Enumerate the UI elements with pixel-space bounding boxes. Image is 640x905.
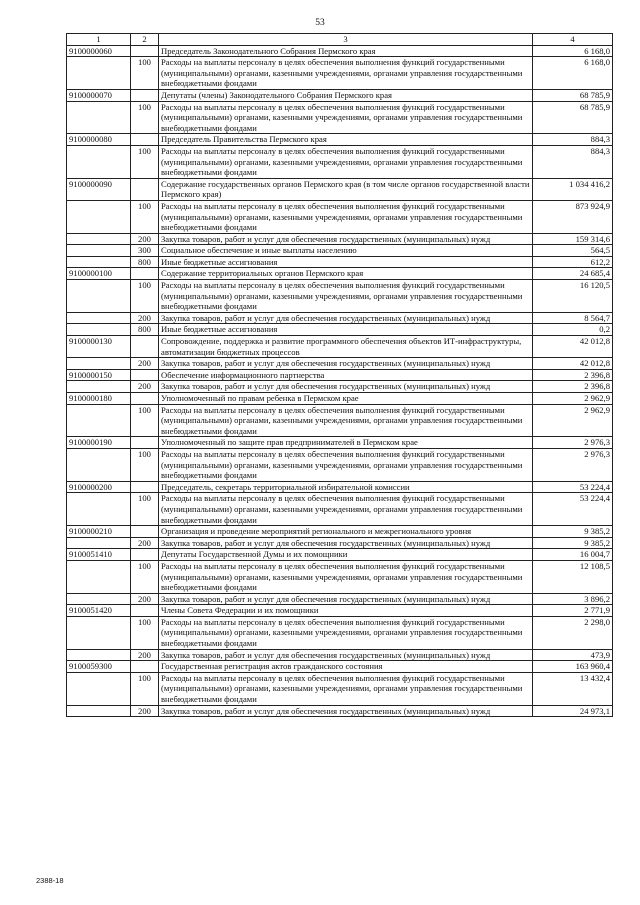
table-row xyxy=(67,358,613,370)
row-code: 9100000130 xyxy=(67,336,131,358)
row-expense-type xyxy=(131,336,159,358)
row-code xyxy=(67,312,131,324)
row-amount: 2 976,3 xyxy=(533,437,613,449)
table-row xyxy=(67,593,613,605)
row-expense-type: 100 xyxy=(131,57,159,90)
row-amount: 2 771,9 xyxy=(533,605,613,617)
row-amount: 2 298,0 xyxy=(533,616,613,649)
row-code: 9100059300 xyxy=(67,661,131,673)
row-amount: 2 962,9 xyxy=(533,404,613,437)
row-code xyxy=(67,145,131,178)
row-expense-type: 100 xyxy=(131,280,159,313)
row-amount: 13 432,4 xyxy=(533,672,613,705)
budget-table xyxy=(66,33,613,717)
row-expense-type: 200 xyxy=(131,233,159,245)
row-description: Расходы на выплаты персоналу в целях обеспечения выполнения функций государственными (муниципальными) органами, казенными учреждениями, органами управления государственными внебюджетными фондами xyxy=(159,101,533,134)
page-number: 53 xyxy=(315,18,325,28)
header-col-4: 4 xyxy=(533,34,613,46)
row-description: Содержание государственных органов Пермского края (в том числе органов государственной власти Пермского края) xyxy=(159,178,533,200)
row-code xyxy=(67,256,131,268)
row-expense-type xyxy=(131,526,159,538)
table-row xyxy=(67,336,613,358)
row-expense-type: 200 xyxy=(131,593,159,605)
row-amount: 884,3 xyxy=(533,145,613,178)
row-code xyxy=(67,649,131,661)
row-amount: 473,9 xyxy=(533,649,613,661)
row-description: Государственная регистрация актов гражданского состояния xyxy=(159,661,533,673)
table-header xyxy=(67,34,613,46)
row-description: Закупка товаров, работ и услуг для обеспечения государственных (муниципальных) нужд xyxy=(159,593,533,605)
row-description: Председатель, секретарь территориальной избирательной комиссии xyxy=(159,481,533,493)
header-col-2: 2 xyxy=(131,34,159,46)
row-description: Социальное обеспечение и иные выплаты населению xyxy=(159,245,533,257)
table-row xyxy=(67,200,613,233)
row-description: Члены Совета Федерации и их помощники xyxy=(159,605,533,617)
row-amount: 24 973,1 xyxy=(533,705,613,717)
row-amount: 9 385,2 xyxy=(533,526,613,538)
table-row xyxy=(67,705,613,717)
row-amount: 68 785,9 xyxy=(533,101,613,134)
row-amount: 1 034 416,2 xyxy=(533,178,613,200)
table-row xyxy=(67,369,613,381)
row-expense-type xyxy=(131,481,159,493)
row-expense-type: 100 xyxy=(131,560,159,593)
row-expense-type xyxy=(131,134,159,146)
row-code: 9100000200 xyxy=(67,481,131,493)
table-row xyxy=(67,437,613,449)
table-row xyxy=(67,605,613,617)
table-row xyxy=(67,45,613,57)
row-code xyxy=(67,233,131,245)
row-amount: 873 924,9 xyxy=(533,200,613,233)
row-expense-type xyxy=(131,45,159,57)
row-expense-type: 100 xyxy=(131,448,159,481)
table-row xyxy=(67,493,613,526)
row-description: Уполномоченный по защите прав предпринимателей в Пермском крае xyxy=(159,437,533,449)
row-code xyxy=(67,280,131,313)
row-amount: 9 385,2 xyxy=(533,537,613,549)
row-expense-type xyxy=(131,393,159,405)
row-code xyxy=(67,537,131,549)
row-code xyxy=(67,560,131,593)
document-id: 2388-18 xyxy=(36,876,64,885)
row-description: Расходы на выплаты персоналу в целях обеспечения выполнения функций государственными (муниципальными) органами, казенными учреждениями, органами управления государственными внебюджетными фондами xyxy=(159,616,533,649)
row-expense-type: 800 xyxy=(131,324,159,336)
table-row xyxy=(67,101,613,134)
row-description: Закупка товаров, работ и услуг для обеспечения государственных (муниципальных) нужд xyxy=(159,649,533,661)
table-row xyxy=(67,381,613,393)
row-expense-type xyxy=(131,268,159,280)
row-expense-type xyxy=(131,437,159,449)
row-description: Иные бюджетные ассигнования xyxy=(159,256,533,268)
row-amount: 564,5 xyxy=(533,245,613,257)
row-amount: 3 896,2 xyxy=(533,593,613,605)
table-row xyxy=(67,661,613,673)
row-amount: 2 396,8 xyxy=(533,381,613,393)
row-amount: 16 004,7 xyxy=(533,549,613,561)
row-expense-type: 200 xyxy=(131,312,159,324)
table-row xyxy=(67,134,613,146)
row-code xyxy=(67,672,131,705)
table-row xyxy=(67,672,613,705)
row-code xyxy=(67,493,131,526)
row-description: Сопровождение, поддержка и развитие программного обеспечения объектов ИТ-инфраструктуры, автоматизации бюджетных процессов xyxy=(159,336,533,358)
row-code xyxy=(67,616,131,649)
table-row xyxy=(67,280,613,313)
row-code xyxy=(67,705,131,717)
row-description: Расходы на выплаты персоналу в целях обеспечения выполнения функций государственными (муниципальными) органами, казенными учреждениями, органами управления государственными внебюджетными фондами xyxy=(159,200,533,233)
row-expense-type: 100 xyxy=(131,200,159,233)
row-expense-type: 100 xyxy=(131,672,159,705)
row-description: Содержание территориальных органов Пермского края xyxy=(159,268,533,280)
row-code: 9100051410 xyxy=(67,549,131,561)
row-description: Расходы на выплаты персоналу в целях обеспечения выполнения функций государственными (муниципальными) органами, казенными учреждениями, органами управления государственными внебюджетными фондами xyxy=(159,672,533,705)
row-code: 9100000190 xyxy=(67,437,131,449)
row-code: 9100000090 xyxy=(67,178,131,200)
row-expense-type xyxy=(131,89,159,101)
row-description: Закупка товаров, работ и услуг для обеспечения государственных (муниципальных) нужд xyxy=(159,233,533,245)
row-description: Председатель Правительства Пермского края xyxy=(159,134,533,146)
row-code: 9100000210 xyxy=(67,526,131,538)
row-expense-type: 100 xyxy=(131,404,159,437)
row-description: Депутаты Государственной Думы и их помощники xyxy=(159,549,533,561)
row-description: Расходы на выплаты персоналу в целях обеспечения выполнения функций государственными (муниципальными) органами, казенными учреждениями, органами управления государственными внебюджетными фондами xyxy=(159,560,533,593)
row-expense-type: 100 xyxy=(131,101,159,134)
row-description: Председатель Законодательного Собрания Пермского края xyxy=(159,45,533,57)
row-expense-type xyxy=(131,605,159,617)
row-description: Расходы на выплаты персоналу в целях обеспечения выполнения функций государственными (муниципальными) органами, казенными учреждениями, органами управления государственными внебюджетными фондами xyxy=(159,404,533,437)
table-row xyxy=(67,537,613,549)
row-amount: 24 685,4 xyxy=(533,268,613,280)
row-description: Расходы на выплаты персоналу в целях обеспечения выполнения функций государственными (муниципальными) органами, казенными учреждениями, органами управления государственными внебюджетными фондами xyxy=(159,448,533,481)
row-amount: 53 224,4 xyxy=(533,493,613,526)
row-expense-type: 800 xyxy=(131,256,159,268)
table-row xyxy=(67,256,613,268)
row-description: Закупка товаров, работ и услуг для обеспечения государственных (муниципальных) нужд xyxy=(159,358,533,370)
row-amount: 0,2 xyxy=(533,324,613,336)
row-expense-type xyxy=(131,178,159,200)
row-description: Закупка товаров, работ и услуг для обеспечения государственных (муниципальных) нужд xyxy=(159,381,533,393)
row-description: Иные бюджетные ассигнования xyxy=(159,324,533,336)
row-description: Закупка товаров, работ и услуг для обеспечения государственных (муниципальных) нужд xyxy=(159,312,533,324)
row-code xyxy=(67,404,131,437)
row-code: 9100000100 xyxy=(67,268,131,280)
table-row xyxy=(67,393,613,405)
table-row xyxy=(67,89,613,101)
table-row xyxy=(67,324,613,336)
row-amount: 42 012,8 xyxy=(533,358,613,370)
row-description: Обеспечение информационного партнерства xyxy=(159,369,533,381)
row-expense-type xyxy=(131,549,159,561)
row-expense-type: 300 xyxy=(131,245,159,257)
row-code xyxy=(67,358,131,370)
row-description: Расходы на выплаты персоналу в целях обеспечения выполнения функций государственными (муниципальными) органами, казенными учреждениями, органами управления государственными внебюджетными фондами xyxy=(159,280,533,313)
table-row xyxy=(67,145,613,178)
row-expense-type xyxy=(131,661,159,673)
row-code xyxy=(67,245,131,257)
row-code xyxy=(67,448,131,481)
row-amount: 612,2 xyxy=(533,256,613,268)
row-amount: 8 564,7 xyxy=(533,312,613,324)
row-amount: 159 314,6 xyxy=(533,233,613,245)
row-amount: 2 962,9 xyxy=(533,393,613,405)
row-code: 9100000070 xyxy=(67,89,131,101)
table-row xyxy=(67,268,613,280)
header-row xyxy=(67,34,613,46)
row-amount: 16 120,5 xyxy=(533,280,613,313)
row-amount: 6 168,0 xyxy=(533,57,613,90)
table-row xyxy=(67,312,613,324)
table-row xyxy=(67,178,613,200)
table-row xyxy=(67,233,613,245)
row-amount: 12 108,5 xyxy=(533,560,613,593)
row-amount: 884,3 xyxy=(533,134,613,146)
row-expense-type: 200 xyxy=(131,537,159,549)
table-row xyxy=(67,649,613,661)
row-amount: 2 396,8 xyxy=(533,369,613,381)
row-code: 9100000060 xyxy=(67,45,131,57)
row-description: Расходы на выплаты персоналу в целях обеспечения выполнения функций государственными (муниципальными) органами, казенными учреждениями, органами управления государственными внебюджетными фондами xyxy=(159,145,533,178)
row-code xyxy=(67,101,131,134)
row-description: Закупка товаров, работ и услуг для обеспечения государственных (муниципальных) нужд xyxy=(159,705,533,717)
row-amount: 68 785,9 xyxy=(533,89,613,101)
row-amount: 42 012,8 xyxy=(533,336,613,358)
row-code xyxy=(67,593,131,605)
table-row xyxy=(67,57,613,90)
row-code: 9100051420 xyxy=(67,605,131,617)
row-expense-type: 200 xyxy=(131,381,159,393)
row-description: Расходы на выплаты персоналу в целях обеспечения выполнения функций государственными (муниципальными) органами, казенными учреждениями, органами управления государственными внебюджетными фондами xyxy=(159,493,533,526)
row-expense-type: 100 xyxy=(131,493,159,526)
header-col-1: 1 xyxy=(67,34,131,46)
table-row xyxy=(67,560,613,593)
row-description: Депутаты (члены) Законодательного Собрания Пермского края xyxy=(159,89,533,101)
header-col-3: 3 xyxy=(159,34,533,46)
row-expense-type xyxy=(131,369,159,381)
table-row xyxy=(67,245,613,257)
row-amount: 6 168,0 xyxy=(533,45,613,57)
row-description: Расходы на выплаты персоналу в целях обеспечения выполнения функций государственными (муниципальными) органами, казенными учреждениями, органами управления государственными внебюджетными фондами xyxy=(159,57,533,90)
row-expense-type: 200 xyxy=(131,649,159,661)
row-code xyxy=(67,324,131,336)
row-code: 9100000180 xyxy=(67,393,131,405)
table-row xyxy=(67,404,613,437)
row-description: Организация и проведение мероприятий регионального и межрегионального уровня xyxy=(159,526,533,538)
table-row xyxy=(67,549,613,561)
table-body xyxy=(67,45,613,717)
row-amount: 53 224,4 xyxy=(533,481,613,493)
row-expense-type: 200 xyxy=(131,705,159,717)
table-row xyxy=(67,481,613,493)
row-amount: 2 976,3 xyxy=(533,448,613,481)
table-row xyxy=(67,616,613,649)
row-expense-type: 100 xyxy=(131,145,159,178)
row-description: Закупка товаров, работ и услуг для обеспечения государственных (муниципальных) нужд xyxy=(159,537,533,549)
row-amount: 163 960,4 xyxy=(533,661,613,673)
table-row xyxy=(67,448,613,481)
row-code xyxy=(67,200,131,233)
row-code: 9100000150 xyxy=(67,369,131,381)
row-code: 9100000080 xyxy=(67,134,131,146)
row-description: Уполномоченный по правам ребенка в Пермском крае xyxy=(159,393,533,405)
row-expense-type: 200 xyxy=(131,358,159,370)
row-expense-type: 100 xyxy=(131,616,159,649)
row-code xyxy=(67,381,131,393)
table-row xyxy=(67,526,613,538)
row-code xyxy=(67,57,131,90)
